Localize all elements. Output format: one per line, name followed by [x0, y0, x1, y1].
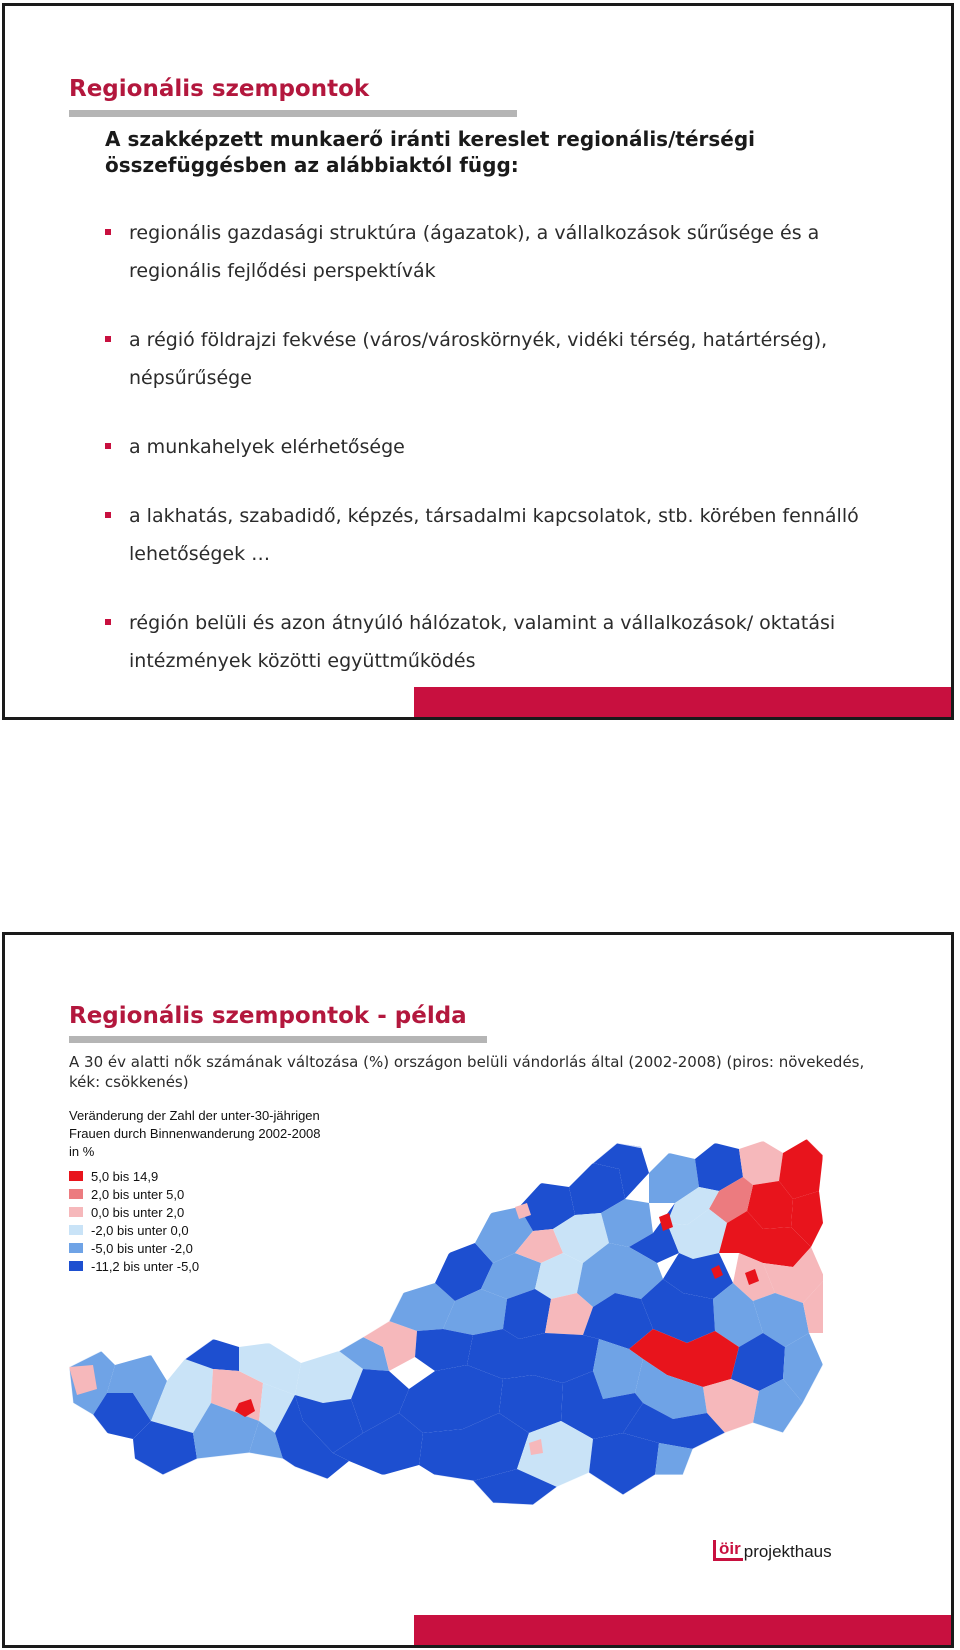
logo-text: projekthaus [743, 1542, 832, 1561]
bullet-text: regionális gazdasági struktúra (ágazatok), a vállalkozások sűrűsége és a regionális fejlődési perspektívák [129, 222, 820, 282]
bullet-list [105, 214, 905, 711]
slide-title: Regionális szempontok [69, 76, 370, 102]
legend-label: 2,0 bis unter 5,0 [91, 1186, 185, 1202]
footer-accent-bar [414, 687, 951, 717]
bullet-square-icon [105, 512, 111, 518]
legend-swatch [69, 1261, 83, 1271]
district-region [415, 1329, 473, 1371]
slide-regional-aspects [2, 3, 954, 720]
legend-label: -11,2 bis unter -5,0 [91, 1258, 200, 1274]
oir-projekthaus-logo [713, 1540, 832, 1561]
bullet-item [105, 428, 905, 466]
bullet-item [105, 604, 905, 680]
bullet-text: a régió földrajzi fekvése (város/városkörnyék, vidéki térség, határtérség), népsűrűsége [129, 329, 828, 389]
legend-label: -2,0 bis unter 0,0 [91, 1222, 189, 1238]
district-region [589, 1433, 659, 1495]
legend-swatch [69, 1171, 83, 1181]
legend-swatch [69, 1189, 83, 1199]
title-underline [69, 110, 517, 117]
logo-mark: öir [713, 1540, 743, 1561]
bullet-item [105, 497, 905, 573]
bullet-square-icon [105, 619, 111, 625]
map-legend [69, 1107, 329, 1275]
legend-label: -5,0 bis unter -2,0 [91, 1240, 193, 1256]
legend-item [69, 1167, 329, 1185]
bullet-square-icon [105, 443, 111, 449]
legend-item [69, 1185, 329, 1203]
bullet-text: régión belüli és azon átnyúló hálózatok, valamint a vállalkozások/ oktatási intézmények közötti együttműködés [129, 612, 836, 672]
slide-regional-example [2, 932, 954, 1648]
lead-text: A szakképzett munkaerő iránti kereslet regionális/térségi összefüggésben az alábbiaktól függ: [105, 127, 756, 177]
bullet-item [105, 321, 905, 397]
bullet-text: a lakhatás, szabadidő, képzés, társadalmi kapcsolatok, stb. körében fennálló lehetőségek … [129, 505, 859, 565]
slide-subtitle: A 30 év alatti nők számának változása (%) országon belüli vándorlás által (2002-2008) (piros: növekedés, kék: csökkenés) [69, 1053, 865, 1091]
legend-item [69, 1257, 329, 1275]
title-underline [69, 1036, 487, 1043]
district-region [739, 1141, 783, 1185]
bullet-square-icon [105, 229, 111, 235]
legend-item [69, 1221, 329, 1239]
legend-swatch [69, 1243, 83, 1253]
slide-title: Regionális szempontok - példa [69, 1003, 467, 1029]
legend-label: 0,0 bis unter 2,0 [91, 1204, 185, 1220]
legend-swatch [69, 1225, 83, 1235]
legend-label: 5,0 bis 14,9 [91, 1168, 159, 1184]
bullet-square-icon [105, 336, 111, 342]
bullet-text: a munkahelyek elérhetősége [129, 436, 405, 458]
legend-item [69, 1239, 329, 1257]
legend-swatch [69, 1207, 83, 1217]
legend-item [69, 1203, 329, 1221]
map-legend-title: Veränderung der Zahl der unter-30-jährigen Frauen durch Binnenwanderung 2002-2008 in % [69, 1108, 321, 1159]
bullet-item [105, 214, 905, 290]
footer-accent-bar [414, 1615, 951, 1645]
